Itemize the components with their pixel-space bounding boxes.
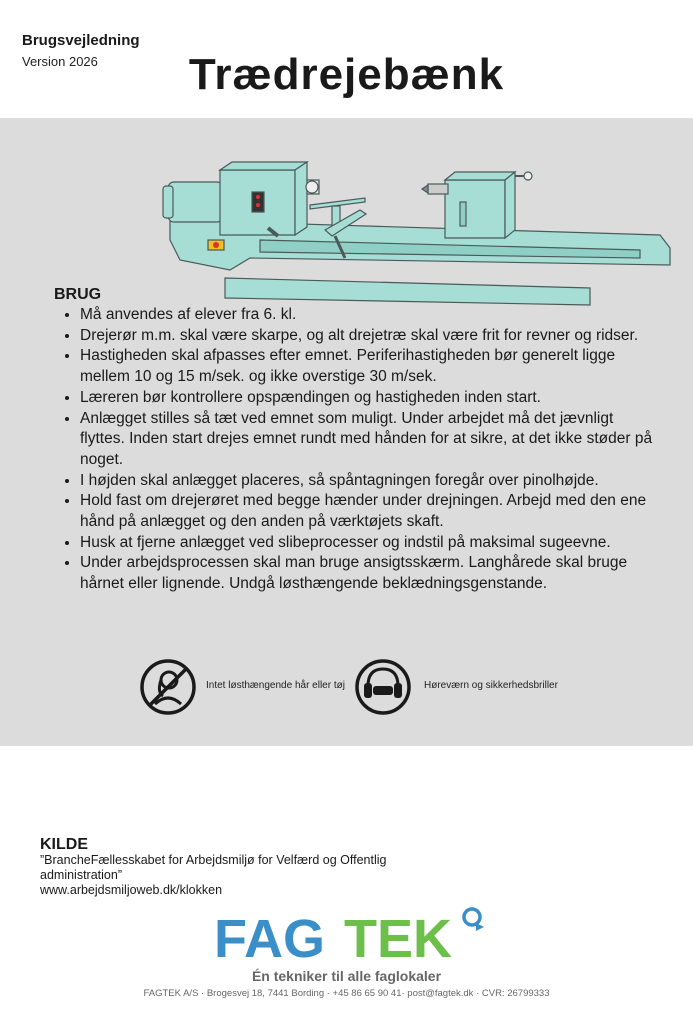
list-item: • Læreren bør kontrollere opspændingen og hastigheden inden start.: [80, 388, 660, 409]
source-link[interactable]: www.arbejdsmiljoweb.dk/klokken: [40, 883, 223, 897]
list-item: • Må anvendes af elever fra 6. kl.: [80, 305, 660, 326]
ear-eye-protection-icon: [354, 658, 412, 716]
header-version: Version 2026: [22, 54, 98, 69]
logo-text-tek: TEK: [344, 909, 452, 965]
list-item: • Drejerør m.m. skal være skarpe, og alt drejetræ skal være frit for revner og ridser.: [80, 326, 660, 347]
wood-lathe-illustration: [160, 140, 680, 310]
list-item: • Anlægget stilles så tæt ved emnet som muligt. Under arbejdet må det jævnligt flyttes. Inden start drejes emnet rundt med hånden for at sikre, at det ikke støder på noget.: [80, 409, 660, 471]
icon-caption-protection: Høreværn og sikkerhedsbriller: [424, 680, 558, 691]
page-title: Trædrejebænk: [188, 50, 505, 99]
fagtek-logo: [214, 905, 484, 965]
source-text: ”BrancheFællesskabet for Arbejdsmiljø for Velfærd og Offentlig administration”: [40, 853, 387, 882]
icon-caption-hair: Intet løsthængende hår eller tøj: [206, 680, 345, 691]
tagline: Én tekniker til alle faglokaler: [251, 968, 442, 984]
logo-text-fag: FAG: [214, 909, 326, 965]
list-item: • Hold fast om drejerøret med begge hænder under drejningen. Arbejd med den ene hånd på anlægget og den anden på værktøjets skaft.: [80, 491, 660, 532]
source-heading: KILDE: [40, 836, 88, 853]
section-heading: BRUG: [54, 286, 102, 303]
content-panel: [0, 118, 693, 746]
footer-contact: FAGTEK A/S · Brogesvej 18, 7441 Bording · +45 86 65 90 41· post@fagtek.dk · CVR: 26799333: [143, 988, 550, 999]
rules-list: [56, 305, 660, 595]
no-loose-hair-icon: [139, 658, 197, 716]
list-item: • Under arbejdsprocessen skal man bruge ansigtsskærm. Langhårede skal bruge hårnet eller lignende. Undgå løsthængende beklædningsgenstande.: [80, 553, 660, 594]
list-item: • Hastigheden skal afpasses efter emnet. Periferihastigheden bør generelt ligge mellem 10 og 15 m/sek. og ikke overstige 30 m/sek.: [80, 346, 660, 387]
header-label: Brugsvejledning: [22, 32, 140, 49]
list-item: • I højden skal anlægget placeres, så spåntagningen foregår over pinolhøjde.: [80, 471, 660, 492]
list-item: • Husk at fjerne anlægget ved slibeprocesser og indstil på maksimal sugeevne.: [80, 533, 660, 554]
